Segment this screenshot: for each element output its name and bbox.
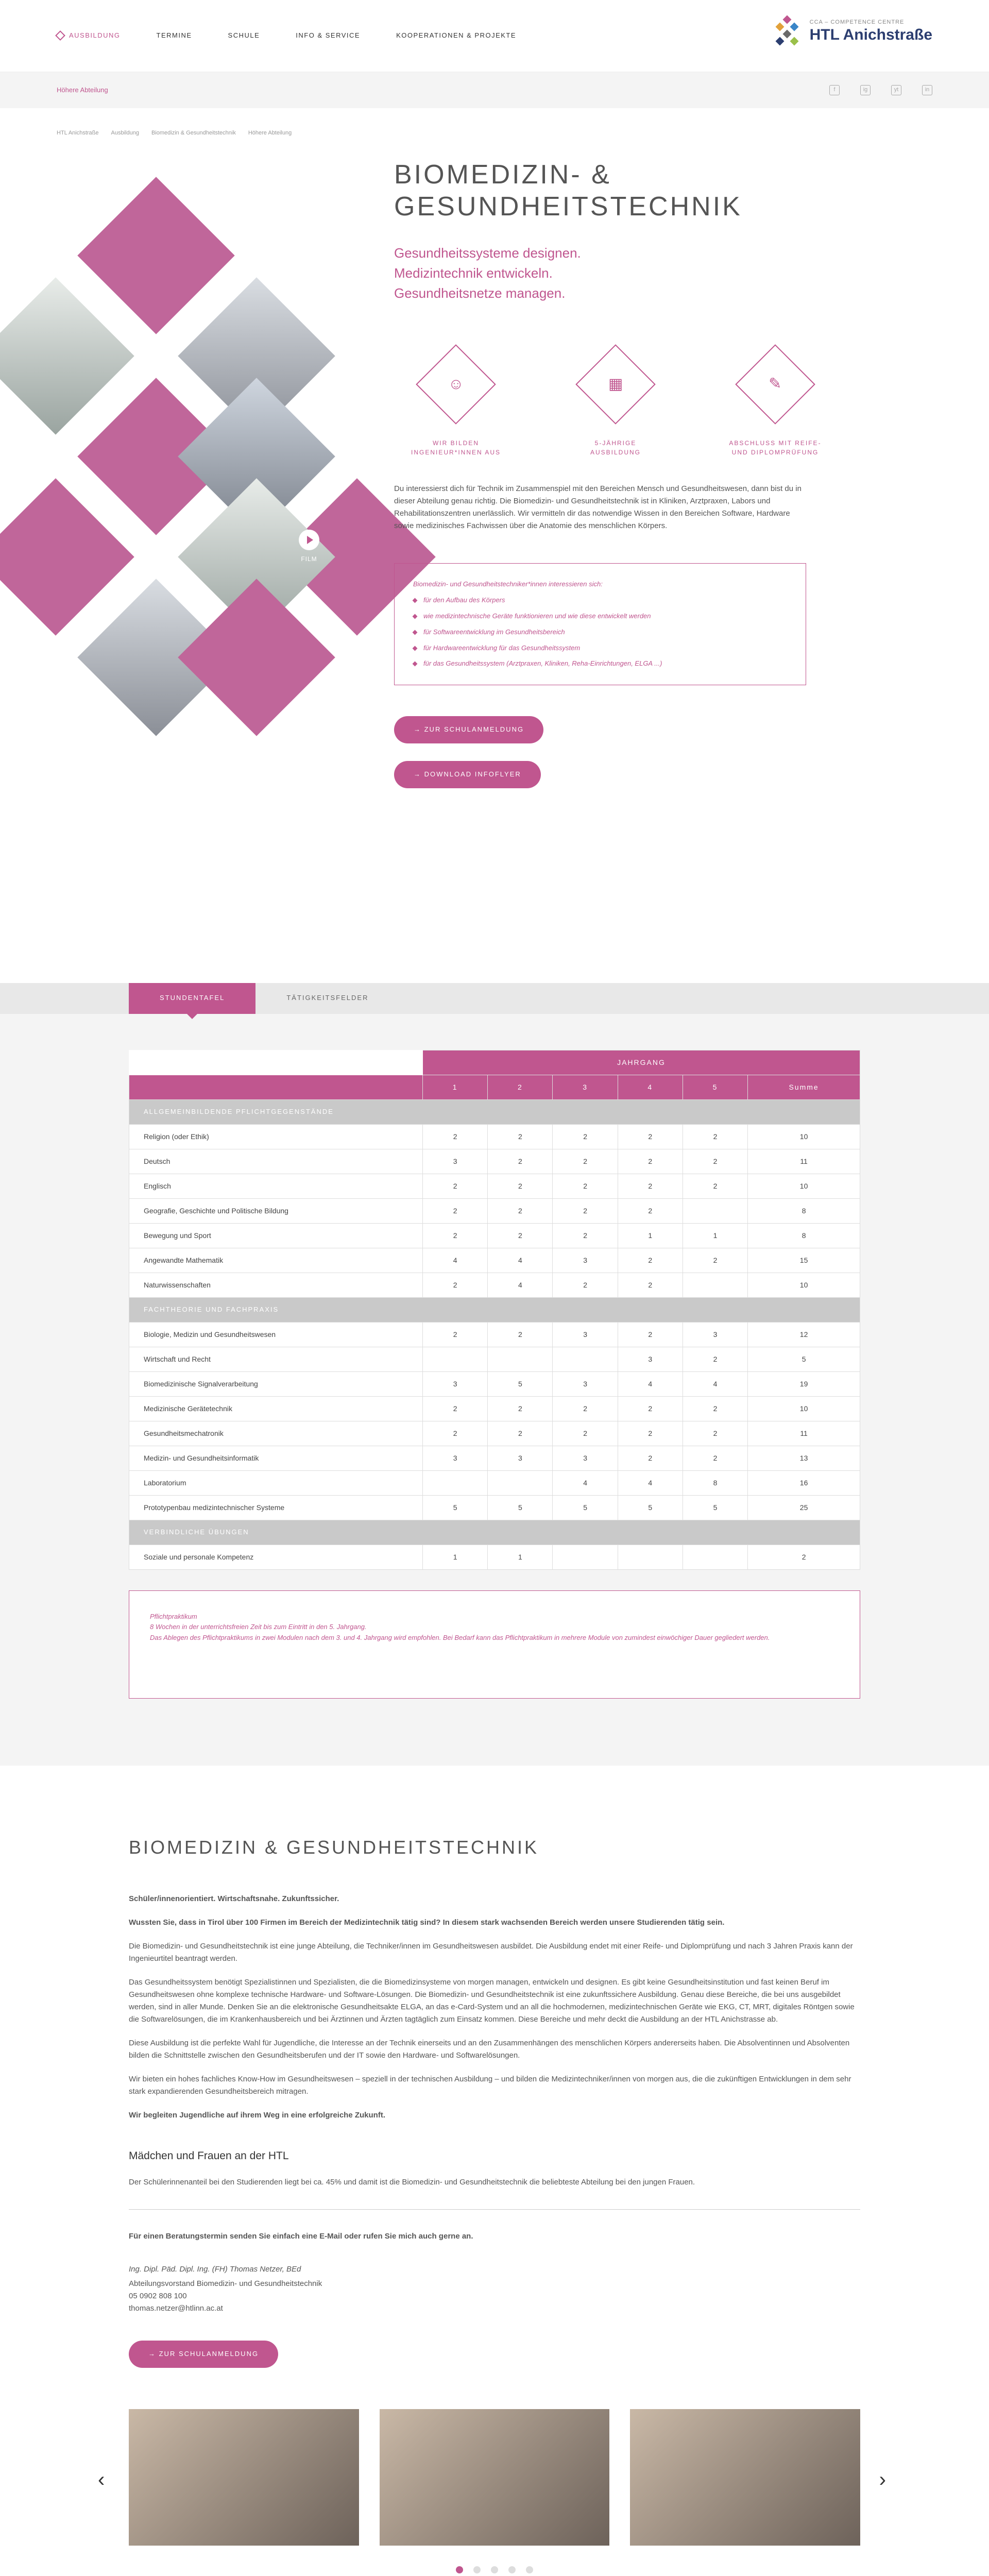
hours-cell: 2	[683, 1124, 747, 1149]
feature-item	[713, 345, 837, 457]
carousel-dot[interactable]	[508, 2566, 516, 2573]
contact-role: Abteilungsvorstand Biomedizin- und Gesundheitstechnik	[129, 2279, 322, 2288]
hours-cell: 2	[683, 1347, 747, 1371]
subject-cell: Biologie, Medizin und Gesundheitswesen	[129, 1322, 423, 1347]
hours-cell: 1	[488, 1545, 553, 1569]
hours-cell: 2	[553, 1223, 618, 1248]
table-row	[129, 1174, 860, 1198]
diamond-tile	[0, 478, 134, 635]
hours-cell	[683, 1273, 747, 1297]
breadcrumb	[0, 108, 989, 159]
tagline	[394, 243, 909, 303]
hours-cell: 4	[488, 1248, 553, 1273]
hours-cell: 4	[488, 1273, 553, 1297]
table-row	[129, 1322, 860, 1347]
hours-cell: 5	[488, 1495, 553, 1520]
hours-cell: 2	[488, 1322, 553, 1347]
column-header: 1	[423, 1075, 488, 1099]
hours-cell: 2	[423, 1273, 488, 1297]
hours-cell: 2	[683, 1149, 747, 1174]
hours-cell: 3	[553, 1371, 618, 1396]
hours-cell: 10	[748, 1124, 860, 1149]
hours-cell: 2	[488, 1421, 553, 1446]
section-title: FACHTHEORIE UND FACHPRAXIS	[129, 1297, 860, 1322]
hours-cell: 8	[748, 1223, 860, 1248]
hours-cell: 3	[553, 1248, 618, 1273]
section-row	[129, 1297, 860, 1322]
list-item: wie medizintechnische Geräte funktionieren und wie diese entwickelt werden	[413, 611, 787, 622]
subject-cell: Laboratorium	[129, 1470, 423, 1495]
hours-cell: 5	[553, 1495, 618, 1520]
contact-name: Ing. Dipl. Päd. Dipl. Ing. (FH) Thomas Netzer, BEd	[129, 2264, 301, 2274]
instagram-icon[interactable]: ig	[860, 85, 871, 95]
hours-cell: 5	[683, 1495, 747, 1520]
hours-cell: 2	[683, 1421, 747, 1446]
hours-cell	[683, 1545, 747, 1569]
hours-cell	[488, 1347, 553, 1371]
hours-cell: 2	[423, 1198, 488, 1223]
hours-cell: 2	[423, 1396, 488, 1421]
hours-cell: 3	[423, 1446, 488, 1470]
hours-cell: 10	[748, 1396, 860, 1421]
section-title: ALLGEMEINBILDENDE PFLICHTGEGENSTÄNDE	[129, 1099, 860, 1124]
hours-cell: 2	[618, 1149, 683, 1174]
hours-cell: 2	[618, 1446, 683, 1470]
play-icon	[299, 530, 319, 550]
hours-cell: 8	[748, 1198, 860, 1223]
hours-cell: 2	[618, 1322, 683, 1347]
diamond-icon	[55, 31, 65, 41]
article-paragraph: Das Gesundheitssystem benötigt Spezialistinnen und Spezialisten, die die Biomedizinsysteme von morgen managen, entwickeln und designen. Es gibt keine Gesundheitsinstitution und fast keinen Beruf im Gesundheitswesen ohne komplexe technische Hardware- und Software-Lösungen. Die Biomedizin- und Gesundheitstechnik ist eine zukunftssichere Ausbildung. Genau diese Bereiche, die bei uns ausgebildet werden, sind in aller Munde. Denken Sie an die elektronische Gesundheitsakte ELGA, an das e-Card-System und an all die hochmodernen, medizintechnischen Geräte wie EKG, CT, MRT, digitales Röntgen sowie die Softwarelösungen, die im Krankenhausbereich und bei Ärztinnen und Ärzten tagtäglich zum Einsatz kommen. Diese Bereiche und mehr deckt die Ausbildung an der HTL Anichstrasse ab.	[129, 1978, 855, 2024]
list-item: für Hardwareentwicklung für das Gesundheitssystem	[413, 643, 787, 654]
interest-box	[394, 563, 806, 685]
nav-ausbildung[interactable]	[57, 30, 121, 41]
hours-cell: 3	[488, 1446, 553, 1470]
breadcrumb-current: Höhere Abteilung	[248, 130, 292, 136]
youtube-icon[interactable]: yt	[891, 85, 901, 95]
film-label: FILM	[301, 555, 317, 563]
hours-cell: 2	[618, 1396, 683, 1421]
hours-cell: 5	[488, 1371, 553, 1396]
hours-cell: 2	[618, 1174, 683, 1198]
logo-diamonds-icon	[772, 15, 803, 46]
subject-cell: Angewandte Mathematik	[129, 1248, 423, 1273]
subject-cell: Deutsch	[129, 1149, 423, 1174]
table-row	[129, 1371, 860, 1396]
section-title: VERBINDLICHE ÜBUNGEN	[129, 1520, 860, 1545]
hero-buttons	[394, 716, 909, 788]
hours-cell: 2	[748, 1545, 860, 1569]
column-header: 2	[488, 1075, 553, 1099]
table-row	[129, 1446, 860, 1470]
hours-cell: 11	[748, 1421, 860, 1446]
list-item: für den Aufbau des Körpers	[413, 595, 787, 606]
diamond-gallery	[0, 169, 422, 772]
hours-cell: 5	[618, 1495, 683, 1520]
table-row	[129, 1149, 860, 1174]
feature-line: UND DIPLOMPRÜFUNG	[731, 449, 819, 456]
interest-box-title: Biomedizin- und Gesundheitstechniker*innen interessieren sich:	[413, 580, 603, 588]
hours-cell: 2	[423, 1322, 488, 1347]
feature-diamond	[416, 345, 496, 425]
article-bold: Wir begleiten Jugendliche auf ihrem Weg in eine erfolgreiche Zukunft.	[129, 2111, 385, 2120]
feature-line: WIR BILDEN	[432, 439, 479, 447]
table-row	[129, 1124, 860, 1149]
hours-cell: 2	[553, 1174, 618, 1198]
hours-cell: 4	[618, 1470, 683, 1495]
timetable-section	[0, 983, 989, 1766]
hours-cell: 15	[748, 1248, 860, 1273]
subject-cell: Geografie, Geschichte und Politische Bildung	[129, 1198, 423, 1223]
hours-cell: 2	[618, 1248, 683, 1273]
list-item: für das Gesundheitssystem (Arztpraxen, Kliniken, Reha-Einrichtungen, ELGA ...)	[413, 658, 787, 669]
hours-cell: 2	[423, 1223, 488, 1248]
hours-cell: 2	[488, 1223, 553, 1248]
feature-diamond	[735, 345, 815, 425]
table-row	[129, 1347, 860, 1371]
hours-cell: 2	[423, 1421, 488, 1446]
nav-info-service[interactable]: INFO & SERVICE	[296, 31, 361, 40]
hours-cell: 4	[683, 1371, 747, 1396]
hours-cell: 3	[423, 1149, 488, 1174]
hours-cell: 1	[423, 1545, 488, 1569]
hours-cell: 2	[553, 1396, 618, 1421]
hours-cell: 3	[618, 1347, 683, 1371]
hours-cell: 4	[553, 1470, 618, 1495]
carousel-photo	[380, 2409, 610, 2546]
carousel-dot[interactable]	[473, 2566, 481, 2573]
title-line: GESUNDHEITSTECHNIK	[394, 191, 742, 222]
logo-small: CCA – COMPETENCE CENTRE	[809, 19, 905, 26]
subject-cell: Naturwissenschaften	[129, 1273, 423, 1297]
table-row	[129, 1248, 860, 1273]
hours-cell: 25	[748, 1495, 860, 1520]
table-corner	[129, 1075, 423, 1099]
intro-text: Du interessierst dich für Technik im Zusammenspiel mit den Bereichen Mensch und Gesundheitswesen, dann bist du in dieser Abteilung genau richtig. Die Biomedizin- und Gesundheitstechnik ist in Kliniken, Arztpraxen, Labors und Rehabilitationszentren unerlässlich. Wir vermitteln dir das notwendige Wissen in den Bereichen Software, Hardware sowie medizinisches Fachwissen über die Anatomie des menschlichen Körpers.	[394, 484, 802, 531]
hours-cell: 2	[683, 1446, 747, 1470]
hours-cell: 2	[553, 1273, 618, 1297]
tagline-line: Gesundheitssysteme designen.	[394, 245, 581, 261]
interest-list	[413, 595, 787, 669]
table-row	[129, 1470, 860, 1495]
hours-cell: 16	[748, 1470, 860, 1495]
chevron-right-icon[interactable]: ›	[879, 2468, 886, 2491]
hours-cell: 1	[618, 1223, 683, 1248]
hours-cell: 12	[748, 1322, 860, 1347]
hours-cell: 2	[553, 1124, 618, 1149]
tagline-line: Gesundheitsnetze managen.	[394, 285, 566, 301]
hours-cell: 2	[683, 1248, 747, 1273]
hours-cell: 2	[618, 1421, 683, 1446]
hours-cell: 2	[423, 1174, 488, 1198]
section-row	[129, 1520, 860, 1545]
table-row	[129, 1198, 860, 1223]
hours-cell: 2	[683, 1174, 747, 1198]
title-line: BIOMEDIZIN- &	[394, 159, 611, 190]
column-header: 3	[553, 1075, 618, 1099]
hours-cell: 10	[748, 1273, 860, 1297]
internship-note	[129, 1590, 860, 1699]
subject-cell: Medizinische Gerätetechnik	[129, 1396, 423, 1421]
sub-bar	[0, 72, 989, 108]
table-row	[129, 1273, 860, 1297]
subject-cell: Biomedizinische Signalverarbeitung	[129, 1371, 423, 1396]
hero-content	[394, 159, 909, 788]
hours-cell: 10	[748, 1174, 860, 1198]
table-row	[129, 1223, 860, 1248]
main-nav	[57, 30, 516, 41]
people-icon: ☺	[448, 376, 464, 393]
hours-cell	[423, 1347, 488, 1371]
feature-line: ABSCHLUSS MIT REIFE-	[729, 439, 822, 447]
hours-cell: 2	[553, 1149, 618, 1174]
hours-cell: 5	[748, 1347, 860, 1371]
article-paragraph: Diese Ausbildung ist die perfekte Wahl für Jugendliche, die Interesse an der Technik einerseits und an den Zusammenhängen des menschlichen Körpers andererseits haben. Die Absolventinnen und Absolventen bilden die Schnittstelle zwischen den Gesundheitsberufen und der IT sowie den Hardware- und Softwarelösungen.	[129, 2039, 850, 2060]
hours-cell: 3	[683, 1322, 747, 1347]
carousel-dot[interactable]	[491, 2566, 498, 2573]
hours-cell: 2	[618, 1124, 683, 1149]
hours-cell: 11	[748, 1149, 860, 1174]
hours-cell: 3	[553, 1322, 618, 1347]
hours-cell	[553, 1347, 618, 1371]
section-row	[129, 1099, 860, 1124]
contact-intro: Für einen Beratungstermin senden Sie einfach eine E-Mail oder rufen Sie mich auch gerne an.	[129, 2231, 473, 2241]
tab-stundentafel[interactable]: STUNDENTAFEL	[129, 983, 255, 1014]
logo-text	[810, 18, 932, 44]
table-row	[129, 1421, 860, 1446]
breadcrumb-abteilung[interactable]: Biomedizin & Gesundheitstechnik	[151, 130, 236, 136]
breadcrumb-home[interactable]: HTL Anichstraße	[57, 130, 99, 136]
subject-cell: Gesundheitsmechatronik	[129, 1421, 423, 1446]
nav-label: AUSBILDUNG	[69, 31, 121, 40]
table-row	[129, 1396, 860, 1421]
diamond-photo	[0, 277, 134, 434]
features	[394, 345, 909, 457]
subject-cell: Soziale und personale Kompetenz	[129, 1545, 423, 1569]
article-lead: Schüler/innenorientiert. Wirtschaftsnahe. Zukunftssicher.	[129, 1894, 339, 1904]
hero	[0, 159, 989, 983]
article-paragraph: Der Schülerinnenanteil bei den Studierenden liegt bei ca. 45% und damit ist die Biomedizin- und Gesundheitstechnik die beliebteste Abteilung bei den jungen Frauen.	[129, 2177, 695, 2187]
chevron-left-icon[interactable]: ‹	[98, 2468, 105, 2491]
breadcrumb-ausbildung[interactable]: Ausbildung	[111, 130, 139, 136]
hours-cell: 2	[553, 1421, 618, 1446]
timetable	[129, 1050, 860, 1570]
film-button[interactable]	[299, 530, 319, 564]
article-title: BIOMEDIZIN & GESUNDHEITSTECHNIK	[129, 1836, 539, 1858]
header	[0, 0, 989, 72]
tab-taetigkeitsfelder[interactable]: TÄTIGKEITSFELDER	[286, 994, 369, 1002]
hours-cell	[488, 1470, 553, 1495]
subject-cell: Bewegung und Sport	[129, 1223, 423, 1248]
column-header: Summe	[748, 1075, 860, 1099]
note-text: 8 Wochen in der unterrichtsfreien Zeit bis zum Eintritt in den 5. Jahrgang.	[150, 1623, 367, 1631]
jahrgang-header: JAHRGANG	[423, 1050, 860, 1075]
feature-item	[394, 345, 518, 457]
note-title: Pflichtpraktikum	[150, 1612, 197, 1620]
article-paragraph: Wir bieten ein hohes fachliches Know-How im Gesundheitswesen – speziell in der technischen Ausbildung – und bilden die Medizintechniker/innen von morgen aus, die die zukünftigen Entwicklungen in dem sehr stark expandierenden Gesundheitsbereich mitragen.	[129, 2075, 851, 2096]
school-registration-button[interactable]: → ZUR SCHULANMELDUNG	[394, 716, 543, 743]
hours-cell: 4	[618, 1371, 683, 1396]
carousel-dot[interactable]	[456, 2566, 463, 2573]
carousel-dot[interactable]	[526, 2566, 533, 2573]
feature-line: AUSBILDUNG	[590, 449, 641, 456]
article-subheading: Mädchen und Frauen an der HTL	[129, 2150, 289, 2162]
nav-termine[interactable]: TERMINE	[156, 31, 192, 40]
carousel-dots	[129, 2566, 860, 2573]
column-header: 5	[683, 1075, 747, 1099]
feature-line: 5-JÄHRIGE	[594, 439, 637, 447]
sub-nav-hoehere-abteilung[interactable]: Höhere Abteilung	[57, 86, 108, 94]
hours-cell: 3	[423, 1371, 488, 1396]
subject-cell: Religion (oder Ethik)	[129, 1124, 423, 1149]
page-title	[394, 159, 909, 223]
table-corner	[129, 1050, 423, 1075]
article	[0, 1766, 886, 2573]
feature-text	[554, 438, 677, 457]
feature-line: INGENIEUR*INNEN AUS	[411, 449, 501, 456]
timetable-body	[129, 1099, 860, 1569]
hours-cell	[553, 1545, 618, 1569]
contact-email[interactable]: thomas.netzer@htlinn.ac.at	[129, 2303, 223, 2313]
hours-cell: 5	[423, 1495, 488, 1520]
hours-cell: 2	[488, 1174, 553, 1198]
hours-cell: 13	[748, 1446, 860, 1470]
hours-cell: 2	[488, 1396, 553, 1421]
hours-cell	[683, 1198, 747, 1223]
feature-text	[713, 438, 837, 457]
subject-cell: Englisch	[129, 1174, 423, 1198]
carousel-photo	[129, 2409, 359, 2546]
photo-carousel	[98, 2409, 886, 2546]
table-row	[129, 1495, 860, 1520]
column-header: 4	[618, 1075, 683, 1099]
nav-kooperationen[interactable]: KOOPERATIONEN & PROJEKTE	[396, 31, 517, 40]
school-registration-button[interactable]: → ZUR SCHULANMELDUNG	[129, 2341, 278, 2368]
facebook-icon[interactable]: f	[829, 85, 840, 95]
contact-phone[interactable]: 05 0902 808 100	[129, 2291, 187, 2300]
social-links	[829, 85, 932, 95]
subject-cell: Prototypenbau medizintechnischer Systeme	[129, 1495, 423, 1520]
feature-diamond	[575, 345, 656, 425]
logo[interactable]	[772, 15, 932, 46]
divider	[129, 2209, 860, 2210]
diploma-icon: ✎	[769, 376, 782, 393]
hours-cell: 2	[488, 1198, 553, 1223]
hours-cell: 19	[748, 1371, 860, 1396]
calendar-icon: ▦	[608, 376, 623, 393]
download-flyer-button[interactable]: → DOWNLOAD INFOFLYER	[394, 761, 541, 788]
feature-item	[554, 345, 677, 457]
hours-cell: 2	[488, 1124, 553, 1149]
hours-cell: 3	[553, 1446, 618, 1470]
logo-name: HTL Anichstraße	[809, 26, 932, 43]
hours-cell: 2	[618, 1273, 683, 1297]
hours-cell: 2	[618, 1198, 683, 1223]
article-paragraph: Die Biomedizin- und Gesundheitstechnik ist eine junge Abteilung, die Techniker/innen im Gesundheitswesen ausbildet. Die Ausbildung endet mit einer Reife- und Diplomprüfung und nach 3 Jahren Praxis kann der Ingenieurtitel beantragt werden.	[129, 1942, 853, 1963]
note-text: Das Ablegen des Pflichtpraktikums in zwei Modulen nach dem 3. und 4. Jahrgang wird empfohlen. Bei Bedarf kann das Pflichtpraktikum in mehrere Module von zumindest einwöchiger Dauer gegliedert werden.	[150, 1634, 770, 1642]
diamond-tile	[77, 177, 234, 334]
hours-cell: 4	[423, 1248, 488, 1273]
diamond-tile	[178, 579, 335, 736]
article-bold: Wussten Sie, dass in Tirol über 100 Firmen im Bereich der Medizintechnik tätig sind? In diesem stark wachsenden Bereich werden unsere Studierenden tätig sein.	[129, 1918, 725, 1927]
hours-cell: 2	[488, 1149, 553, 1174]
list-item: für Softwareentwicklung im Gesundheitsbereich	[413, 627, 787, 638]
hours-cell: 2	[553, 1198, 618, 1223]
linkedin-icon[interactable]: in	[922, 85, 932, 95]
subject-cell: Wirtschaft und Recht	[129, 1347, 423, 1371]
carousel-photo	[630, 2409, 860, 2546]
tagline-line: Medizintechnik entwickeln.	[394, 265, 553, 281]
hours-cell	[423, 1470, 488, 1495]
tabs	[0, 983, 989, 1014]
hours-cell: 8	[683, 1470, 747, 1495]
feature-text	[394, 438, 518, 457]
hours-cell: 1	[683, 1223, 747, 1248]
hours-cell: 2	[423, 1124, 488, 1149]
nav-schule[interactable]: SCHULE	[228, 31, 260, 40]
subject-cell: Medizin- und Gesundheitsinformatik	[129, 1446, 423, 1470]
hours-cell	[618, 1545, 683, 1569]
table-row	[129, 1545, 860, 1569]
hours-cell: 2	[683, 1396, 747, 1421]
